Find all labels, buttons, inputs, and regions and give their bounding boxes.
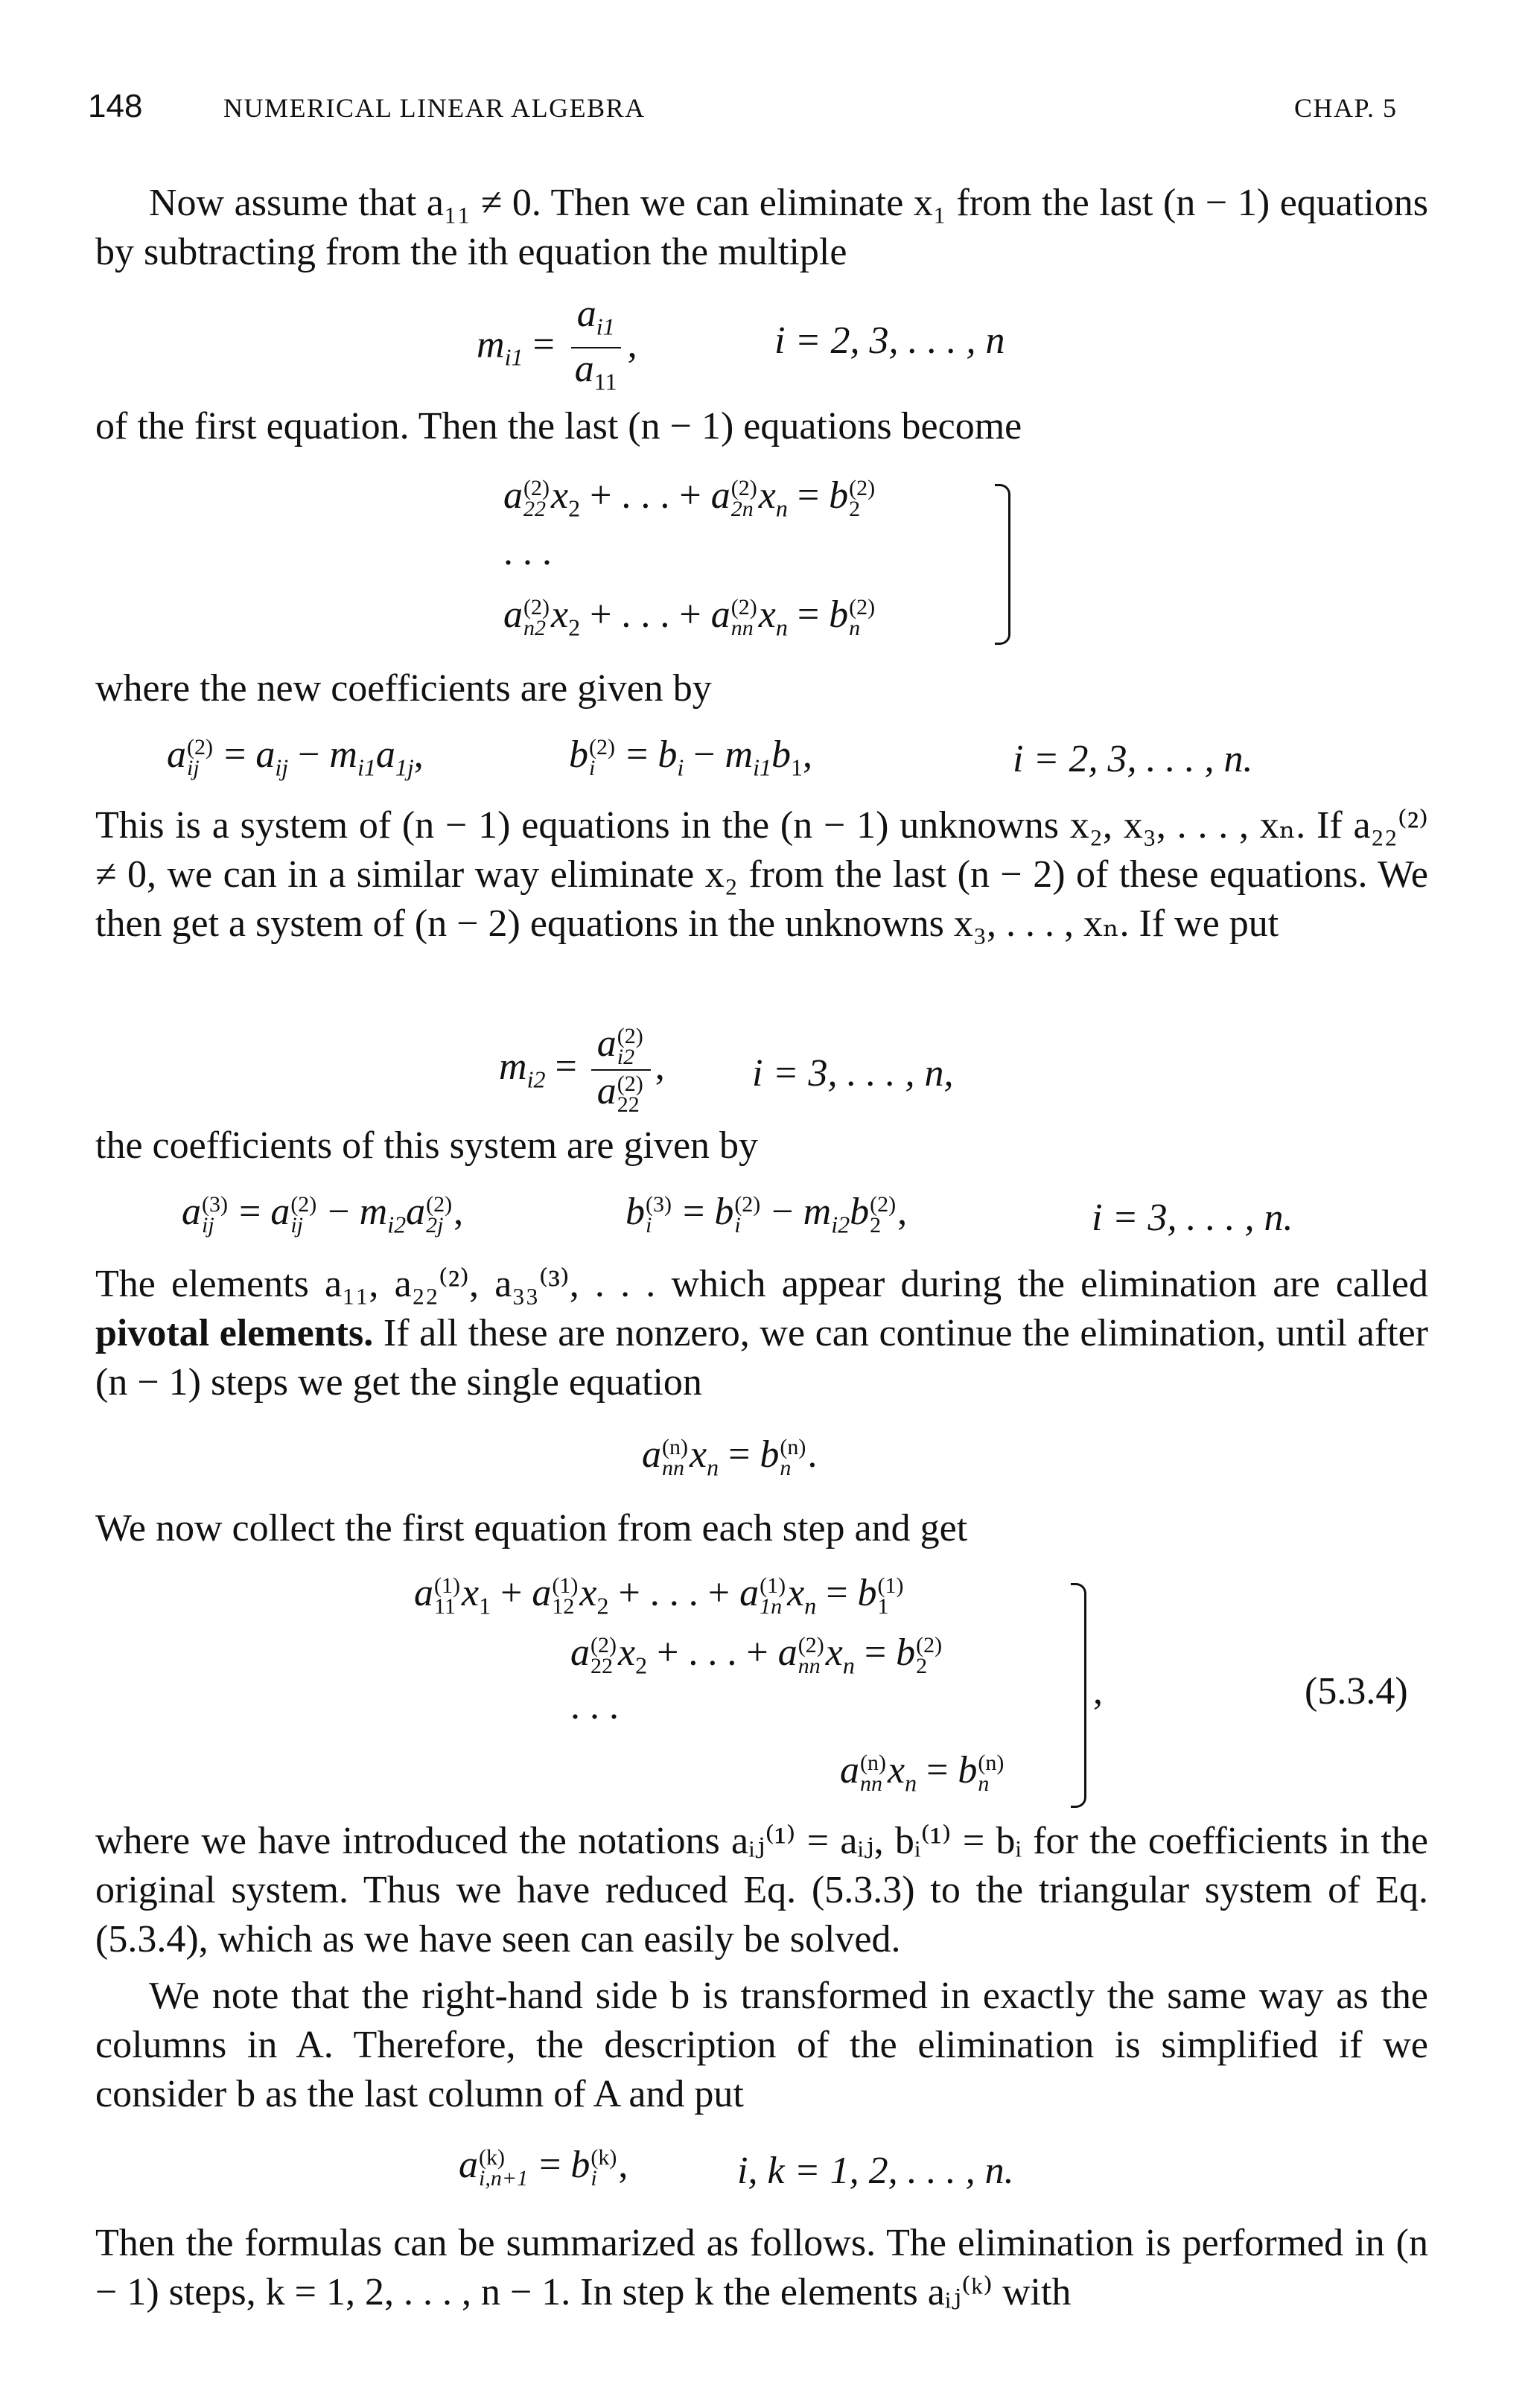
paragraph: We note that the right-hand side b is transformed in exactly the same way as the columns in A. Therefore, the description of the elimination is simplified if we consider b as the last column of A and put — [95, 1975, 1428, 2115]
paragraph: Then the formulas can be summarized as follows. The elimination is performed in (n − 1) steps, k = 1, 2, . . . , n − 1. In step k the elements aᵢⱼ⁽ᵏ⁾ with — [95, 2222, 1428, 2313]
equation-coefficient-update: a (2) ij = $a_{ij} - m_{i1}a_{1j}$, — [167, 733, 424, 781]
running-title: NUMERICAL LINEAR ALGEBRA — [223, 93, 646, 123]
paragraph: the coefficients of this system are given by — [95, 1124, 759, 1167]
equation-multiplier-mi2: $m_{i2}$ = a (2) i2 a (2) 22 , — [499, 1022, 665, 1118]
equation-multiplier-mi1: $m_{i1}$ = $\frac{a_{i1}}{a_{11}}$ , — [477, 293, 637, 395]
paragraph: where the new coefficients are given by — [95, 667, 712, 710]
equation-system-row: a (2) 22 $x_2$ + . . . + a (2) 2n $x_n = b$ (2) 2 — [503, 474, 876, 522]
equation-rhs-update: b (2) i = $b_i - m_{i1}b_1$, — [569, 733, 812, 781]
paragraph: This is a system of (n − 1) equations in the (n − 1) unknowns x₂, x₃, . . . , xₙ. If a₂₂⁽²⁾ ≠ 0, we can in a similar way eliminate x₂ from the last (n − 2) of these equations. We then get a system of (n − 2) equations in the unknowns x₃, . . . , xₙ. If we put — [95, 804, 1428, 945]
paragraph: Now assume that a₁₁ ≠ 0. Then we can eliminate x₁ from the last (n − 1) equations by subtracting from the ith equation the multiple — [95, 182, 1428, 273]
right-brace — [995, 484, 1010, 645]
equation-range: i = 2, 3, . . . , n — [774, 319, 1005, 362]
equation-range: i, k = 1, 2, . . . , n. — [737, 2150, 1014, 2192]
equation-system-row: a (2) n2 $x_2$ + . . . + a (2) nn $x_n = b$ (2) n — [503, 593, 876, 641]
paragraph-text: The elements a₁₁, a₂₂⁽²⁾, a₃₃⁽³⁾, . . . which appear during the elimination are called — [95, 1263, 1428, 1305]
equation-label: (5.3.4) — [1305, 1670, 1408, 1713]
equation-single: a (n) nn $x_n = b$ (n) n . — [642, 1433, 818, 1481]
equation-triangular-ellipsis: . . . — [570, 1685, 619, 1727]
paragraph: where we have introduced the notations aᵢⱼ⁽¹⁾ = aᵢⱼ, bᵢ⁽¹⁾ = bᵢ for the coefficients in the original system. Thus we have reduced Eq. (5.3.3) to the triangular system of Eq. (5.3.4), which as we have seen can easily be solved. — [95, 1820, 1428, 1961]
equation-range: i = 3, . . . , n. — [1092, 1197, 1293, 1239]
page-number: 148 — [88, 88, 143, 124]
equation-triangular-row: a (2) 22 $x_2$ + . . . + a (2) nn $x_n = b$ (2) 2 — [570, 1631, 943, 1679]
equation-range: i = 2, 3, . . . , n. — [1013, 738, 1253, 780]
equation-triangular-row: a (n) nn $x_n = b$ (n) n — [840, 1749, 1005, 1797]
paragraph-text: If all these are nonzero, we can continue the elimination, until after (n − 1) steps we get the single equation — [95, 1312, 1428, 1404]
bold-term: pivotal elements. — [95, 1312, 374, 1354]
equation-rhs-update: b (3) i = b (2) i − $m_{i2}b$ (2) 2 , — [625, 1191, 908, 1238]
equation-range: i = 3, . . . , n, — [752, 1052, 954, 1095]
chapter-label: CHAP. 5 — [1294, 93, 1398, 123]
comma: , — [1093, 1670, 1103, 1713]
paragraph: We now collect the first equation from each step and get — [95, 1507, 968, 1549]
equation-triangular-row: a (1) 11 $x_1 + a$ (1) 12 $x_2$ + . . . + a (1) 1n $x_n = b$ (1) 1 — [414, 1572, 904, 1619]
equation-augmented-column: a (k) i,n+1 = b (k) i , — [459, 2144, 628, 2191]
equation-coefficient-update: a (3) ij = a (2) ij − $m_{i2}a$ (2) 2j , — [182, 1191, 464, 1238]
paragraph — [95, 1260, 1428, 1407]
right-brace — [1071, 1583, 1086, 1808]
equation-system-ellipsis: . . . — [503, 531, 552, 573]
paragraph: of the first equation. Then the last (n − 1) equations become — [95, 405, 1022, 447]
